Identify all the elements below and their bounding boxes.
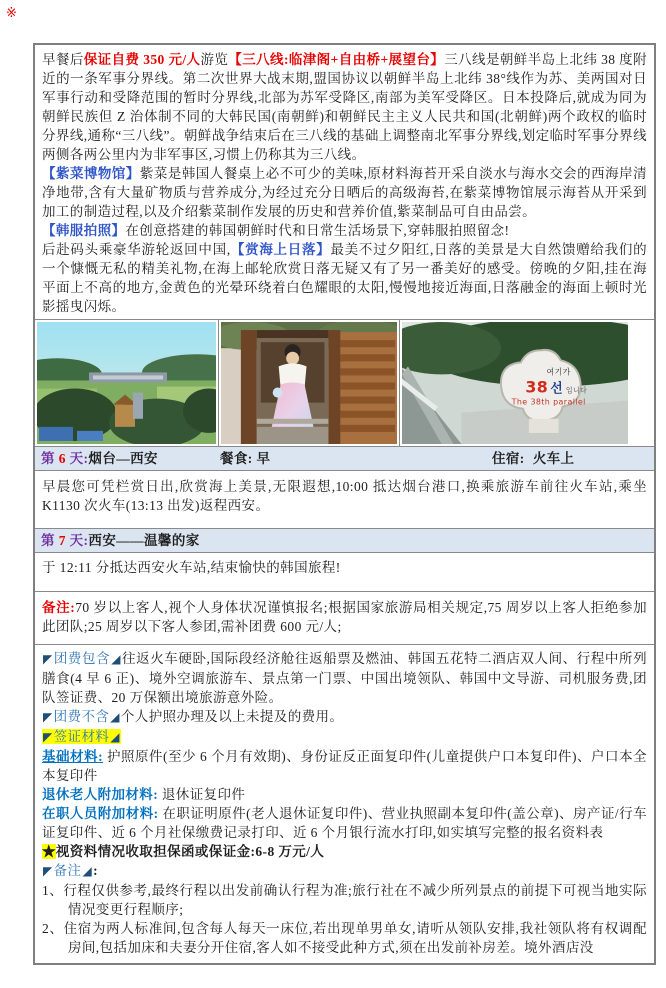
paid-tour-price: 保证自费 350 元/人	[83, 52, 201, 67]
fee-include-text: 往返火车硬卧,国际段经济舱往返船票及燃油、韩国五花特二酒店双人间、行程中所列膳食(4 早 6 正)、境外空调旅游车、景点第一门票、中国出境领队、韩国中文导游、司机服务费,团队签证费、20 万保额出境旅游意外险。	[42, 651, 647, 705]
employee-materials-label: 在职人员附加材料:	[42, 806, 159, 821]
flag-close-icon: ◢	[110, 730, 120, 744]
paragraph-sea-sunset	[42, 240, 647, 316]
day7-title	[35, 531, 200, 550]
meal-value: 早	[256, 451, 271, 466]
visa-materials-label: 签证材料	[53, 729, 110, 744]
remark-number: 1、	[42, 883, 64, 898]
notice-cell	[35, 591, 654, 644]
fee-exclude-label: 团费不含	[53, 709, 110, 724]
attraction-title-sunset: 【赏海上日落】	[230, 242, 331, 257]
text-run: 后赴码头乘豪华游轮返回中国,	[42, 242, 231, 257]
day7-route: 西安——温馨的家	[88, 533, 200, 548]
stone-korean-bottom: 입니다	[565, 386, 588, 395]
flag-close-icon: ◢	[110, 710, 120, 724]
attraction-title-38line: 【三八线:临津阁+自由桥+展望台】	[228, 52, 445, 67]
reference-mark: ※	[6, 6, 18, 21]
text-run: 早餐后	[42, 52, 84, 67]
day-label: 第	[41, 451, 55, 466]
visa-highlight	[42, 729, 121, 744]
day-number: 7	[58, 533, 66, 548]
itinerary-table	[33, 43, 656, 965]
photo-row	[35, 319, 654, 446]
fee-exclude-line	[42, 707, 647, 727]
fee-exclude-text: 个人护照办理及以上未提及的费用。	[120, 709, 344, 724]
stay-value: 火车上	[532, 451, 575, 466]
flag-open-icon: ◤	[43, 710, 53, 724]
text-run: 最美不过夕阳红,日落的美景是大自然馈赠给我们的一个慷慨无私的精美礼物,在海上邮轮欣赏日落无疑又有了另一番美好的感受。傍晚的夕阳,挂在海平面上不高的地方,金黄色的光晕环绕着白色耀眼的太阳,慢慢地接近海面,日落融金的海面上顿时光影摇曳闪烁。	[42, 242, 647, 314]
notice-paragraph	[42, 598, 647, 636]
star-icon: ★	[42, 844, 56, 859]
countryside-photo-image	[37, 322, 216, 444]
day6-description: 早晨您可凭栏赏日出,欣赏海上美景,无限遐想,10:00 抵达烟台港口,换乘旅游车前往火车站,乘坐 K1130 次火车(13:13 出发)返程西安。	[42, 479, 647, 513]
flag-open-icon: ◤	[43, 730, 53, 744]
text-run: 紫菜是韩国人餐桌上必不可少的美味,原材料海苔开采自淡水与海水交会的西海岸清净地带,含有大量矿物质与营养成分,为经过充分日晒后的高级海苔,在紫菜博物馆展示海苔从开采到加工的制造过程,以及介绍紫菜制作发展的历史和营养价值,紫菜制品可自由品尝。	[42, 166, 647, 219]
flag-close-icon: ◢	[111, 652, 122, 666]
remark-item-1	[42, 881, 647, 919]
employee-materials-text: 在职证明原件(老人退休证复印件)、营业执照副本复印件(盖公章)、房产证/行车证复印件、近 6 个月社保缴费记录打印、近 6 个月银行流水打印,如实填写完整的报名资料表	[42, 806, 647, 840]
basic-materials-line	[42, 747, 647, 785]
retiree-materials-text: 退休证复印件	[161, 787, 246, 802]
photo-korean-countryside	[35, 320, 218, 446]
parallel-stone-photo-image	[402, 322, 628, 444]
flag-open-icon: ◤	[43, 864, 53, 878]
day6-stay	[492, 449, 654, 468]
fees-visa-cell	[35, 644, 654, 963]
notice-label: 备注:	[42, 600, 76, 615]
day6-description-cell	[35, 470, 654, 528]
attraction-title-laver-museum: 【紫菜博物馆】	[42, 166, 140, 181]
notice-text: 70 岁以上客人,视个人身体状况谨慎报名;根据国家旅游局相关规定,75 周岁以上客人拒绝参加此团队;25 周岁以下客人参团,需补团费 600 元/人;	[42, 600, 647, 634]
remarks-label: 备注	[53, 863, 82, 878]
day7-description: 于 12:11 分抵达西安火车站,结束愉快的韩国旅程!	[42, 560, 341, 575]
retiree-materials-line	[42, 785, 647, 804]
paragraph-laver-museum	[42, 164, 647, 221]
stay-label: 住宿:	[492, 451, 525, 466]
remarks-colon: :	[93, 863, 98, 878]
day-label: 天:	[69, 533, 89, 548]
fee-include-label: 团费包含	[53, 651, 111, 666]
day7-header-row	[35, 528, 654, 552]
day-label: 天:	[69, 451, 89, 466]
remark-number: 2、	[42, 921, 64, 936]
fee-include-line	[42, 649, 647, 707]
paragraph-38th-parallel	[42, 50, 647, 164]
text-run: 三八线是朝鲜半岛上北纬 38 度附近的一条军事分界线。第二次世界大战末期,盟国协议以朝鲜半岛上北纬 38°线作为苏、美两国对日军事行动和受降范围的暂时分界线,北部为苏军受降区,南部为美军受降区。日本投降后,就成为同为朝鲜民族但 Z 治体制不同的大韩民国(南朝鲜)和朝鲜民主主义人民共和国(北朝鲜)两个政权的临时分界线,通称“三八线”。朝鲜战争结束后在三八线的基础上调整南北军事分界线,划定临时军事分界线两侧各两公里内为非军事区,习惯上仍称其为三八线。	[42, 52, 647, 162]
flag-close-icon: ◢	[82, 864, 93, 878]
basic-materials-text: 护照原件(至少 6 个月有效期)、身份证反正面复印件(儿童提供户口本复印件)、户口本全本复印件	[42, 749, 647, 783]
hanbok-photo-image	[221, 322, 397, 444]
day6-meals	[220, 449, 492, 468]
day6-route: 烟台—西安	[88, 451, 158, 466]
stone-seon: 선	[550, 381, 564, 397]
remark-item-2	[42, 919, 647, 957]
day7-description-cell	[35, 552, 654, 591]
text-run: 游览	[200, 52, 229, 67]
visa-materials-heading	[42, 727, 647, 747]
text-run: 在创意搭建的韩国朝鲜时代和日常生活场景下,穿韩服拍照留念!	[125, 223, 510, 238]
photo-hanbok-woman	[218, 320, 399, 446]
remarks-heading	[42, 861, 647, 881]
deposit-line	[42, 842, 647, 861]
day6-title	[35, 449, 220, 468]
day-number: 6	[58, 451, 66, 466]
day6-header-row	[35, 446, 654, 470]
remark-text: 行程仅供参考,最终行程以出发前确认行程为准;旅行社在不减少所列景点的前提下可视当地实际情况变更行程顺序;	[63, 883, 647, 917]
day-label: 第	[41, 533, 55, 548]
basic-materials-label: 基础材料:	[42, 749, 104, 764]
employee-materials-line	[42, 804, 647, 842]
attraction-title-hanbok: 【韩服拍照】	[42, 223, 126, 238]
retiree-materials-label: 退休老人附加材料:	[42, 787, 159, 802]
remark-text: 住宿为两人标准间,包含每人每天一床位,若出现单男单女,请听从领队安排,我社领队将有权调配房间,包括加床和夫妻分开住宿,客人如不接受此种方式,须在出发前补房差。境外酒店没	[63, 921, 647, 955]
paragraph-hanbok-photo	[42, 221, 647, 240]
day5-description-cell	[35, 45, 654, 319]
stone-38: 38	[525, 377, 549, 397]
stone-korean-top: 여기가	[546, 367, 571, 377]
stone-english-label: The 38th parallel	[511, 397, 586, 407]
deposit-text: 视资料情况收取担保函或保证金:6-8 万元/人	[55, 844, 325, 859]
meal-label: 餐食:	[220, 451, 253, 466]
photo-38th-parallel-stone	[399, 320, 654, 446]
flag-open-icon: ◤	[43, 652, 53, 666]
